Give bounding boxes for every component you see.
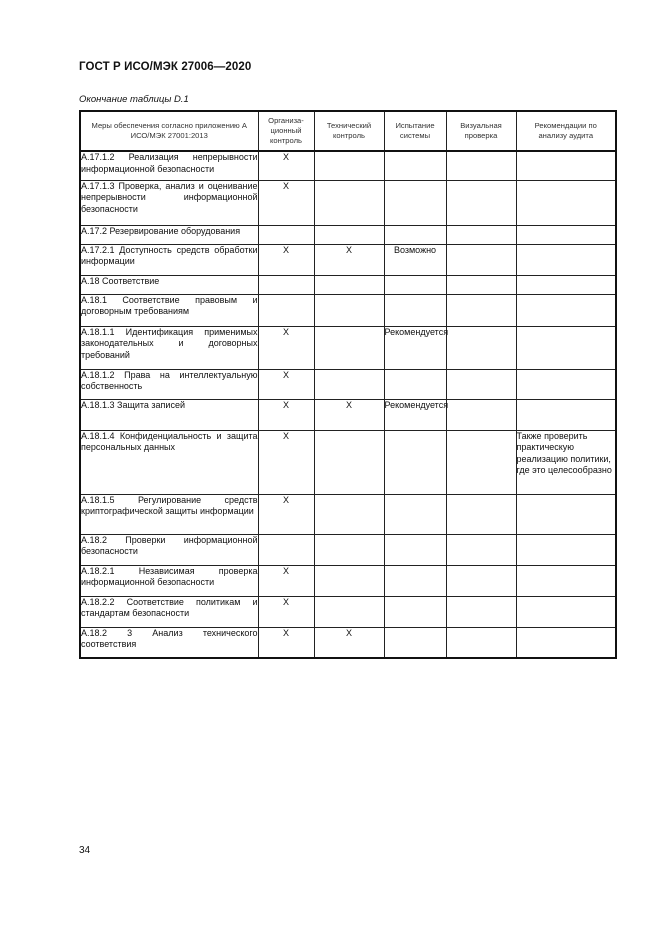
table-row [80,430,616,494]
column-header-recommendations: Рекомендации по анализу аудита [516,111,616,151]
recommendation-cell [516,565,616,596]
recommendation-cell [516,244,616,275]
system-test-cell [384,565,446,596]
organizational-cell [258,534,314,565]
table-row [80,399,616,430]
organizational-cell: Х [258,151,314,180]
visual-cell [446,534,516,565]
visual-cell [446,596,516,627]
technical-cell [314,534,384,565]
recommendation-cell [516,596,616,627]
system-test-cell [384,294,446,326]
table-row [80,275,616,294]
visual-cell [446,369,516,399]
visual-cell [446,244,516,275]
measure-cell: А.18.2.2 Соответствие политикам и стандартам безопасности [80,596,258,627]
recommendation-cell [516,326,616,369]
visual-cell [446,565,516,596]
system-test-cell [384,180,446,225]
document-header: ГОСТ Р ИСО/МЭК 27006—2020 [79,61,252,73]
organizational-cell: Х [258,494,314,534]
technical-cell [314,151,384,180]
technical-cell [314,326,384,369]
system-test-cell [384,225,446,244]
recommendation-cell [516,534,616,565]
technical-cell [314,294,384,326]
table-row [80,494,616,534]
table-row [80,180,616,225]
measure-cell: А.18.1.5 Регулирование средств криптографической защиты информации [80,494,258,534]
technical-cell [314,180,384,225]
recommendation-cell [516,180,616,225]
system-test-cell [384,534,446,565]
table-row [80,294,616,326]
measure-cell: А.18.1.4 Конфиденциальность и защита персональных данных [80,430,258,494]
measure-cell: А.18.1.2 Права на интеллектуальную собственность [80,369,258,399]
technical-cell [314,596,384,627]
recommendation-cell [516,294,616,326]
system-test-cell [384,430,446,494]
organizational-cell: Х [258,180,314,225]
visual-cell [446,294,516,326]
organizational-cell [258,225,314,244]
column-header-system-test: Испытание системы [384,111,446,151]
table-row [80,369,616,399]
recommendation-cell [516,275,616,294]
technical-cell: Х [314,399,384,430]
recommendation-cell: Также проверить практическую реализацию политики, где это целесообразно [516,430,616,494]
column-header-organizational: Организа- ционный контроль [258,111,314,151]
recommendation-cell [516,369,616,399]
visual-cell [446,627,516,658]
visual-cell [446,275,516,294]
technical-cell: Х [314,244,384,275]
technical-cell [314,275,384,294]
technical-cell [314,565,384,596]
system-test-cell: Рекомендуется [384,326,446,369]
visual-cell [446,180,516,225]
organizational-cell: Х [258,430,314,494]
organizational-cell: Х [258,244,314,275]
measure-cell: А.17.2 Резервирование оборудования [80,225,258,244]
table-body [80,151,616,658]
organizational-cell [258,294,314,326]
system-test-cell [384,369,446,399]
table-row [80,627,616,658]
measure-cell: А.18 Соответствие [80,275,258,294]
technical-cell [314,369,384,399]
controls-table [79,110,617,659]
recommendation-cell [516,627,616,658]
organizational-cell: Х [258,596,314,627]
organizational-cell [258,275,314,294]
table-row [80,225,616,244]
technical-cell [314,494,384,534]
measure-cell: А.17.1.3 Проверка, анализ и оценивание непрерывности информационной безопасности [80,180,258,225]
table-header-row [80,111,616,151]
system-test-cell [384,596,446,627]
visual-cell [446,430,516,494]
organizational-cell: Х [258,326,314,369]
recommendation-cell [516,494,616,534]
system-test-cell [384,275,446,294]
technical-cell [314,225,384,244]
recommendation-cell [516,225,616,244]
organizational-cell: Х [258,627,314,658]
system-test-cell: Возможно [384,244,446,275]
system-test-cell [384,494,446,534]
table-row [80,534,616,565]
measure-cell: А.18.1 Соответствие правовым и договорным требованиям [80,294,258,326]
visual-cell [446,399,516,430]
table-row [80,326,616,369]
technical-cell: Х [314,627,384,658]
table-caption: Окончание таблицы D.1 [79,94,189,105]
visual-cell [446,494,516,534]
column-header-technical: Технический контроль [314,111,384,151]
system-test-cell [384,627,446,658]
visual-cell [446,151,516,180]
measure-cell: А.17.1.2 Реализация непрерывности информационной безопасности [80,151,258,180]
table-row [80,565,616,596]
system-test-cell: Рекомендуется [384,399,446,430]
system-test-cell [384,151,446,180]
recommendation-cell [516,399,616,430]
measure-cell: А.18.2.1 Независимая проверка информационной безопасности [80,565,258,596]
technical-cell [314,430,384,494]
table-row [80,596,616,627]
column-header-measures: Меры обеспечения согласно приложению А ИСО/МЭК 27001:2013 [80,111,258,151]
column-header-visual: Визуальная проверка [446,111,516,151]
organizational-cell: Х [258,565,314,596]
table-row [80,244,616,275]
recommendation-cell [516,151,616,180]
table-row [80,151,616,180]
organizational-cell: Х [258,399,314,430]
measure-cell: А.18.2 3 Анализ технического соответствия [80,627,258,658]
measure-cell: А.18.2 Проверки информационной безопасности [80,534,258,565]
organizational-cell: Х [258,369,314,399]
page-number: 34 [79,845,91,856]
measure-cell: А.18.1.1 Идентификация применимых законодательных и договорных требований [80,326,258,369]
visual-cell [446,326,516,369]
visual-cell [446,225,516,244]
measure-cell: А.18.1.3 Защита записей [80,399,258,430]
measure-cell: А.17.2.1 Доступность средств обработки информации [80,244,258,275]
